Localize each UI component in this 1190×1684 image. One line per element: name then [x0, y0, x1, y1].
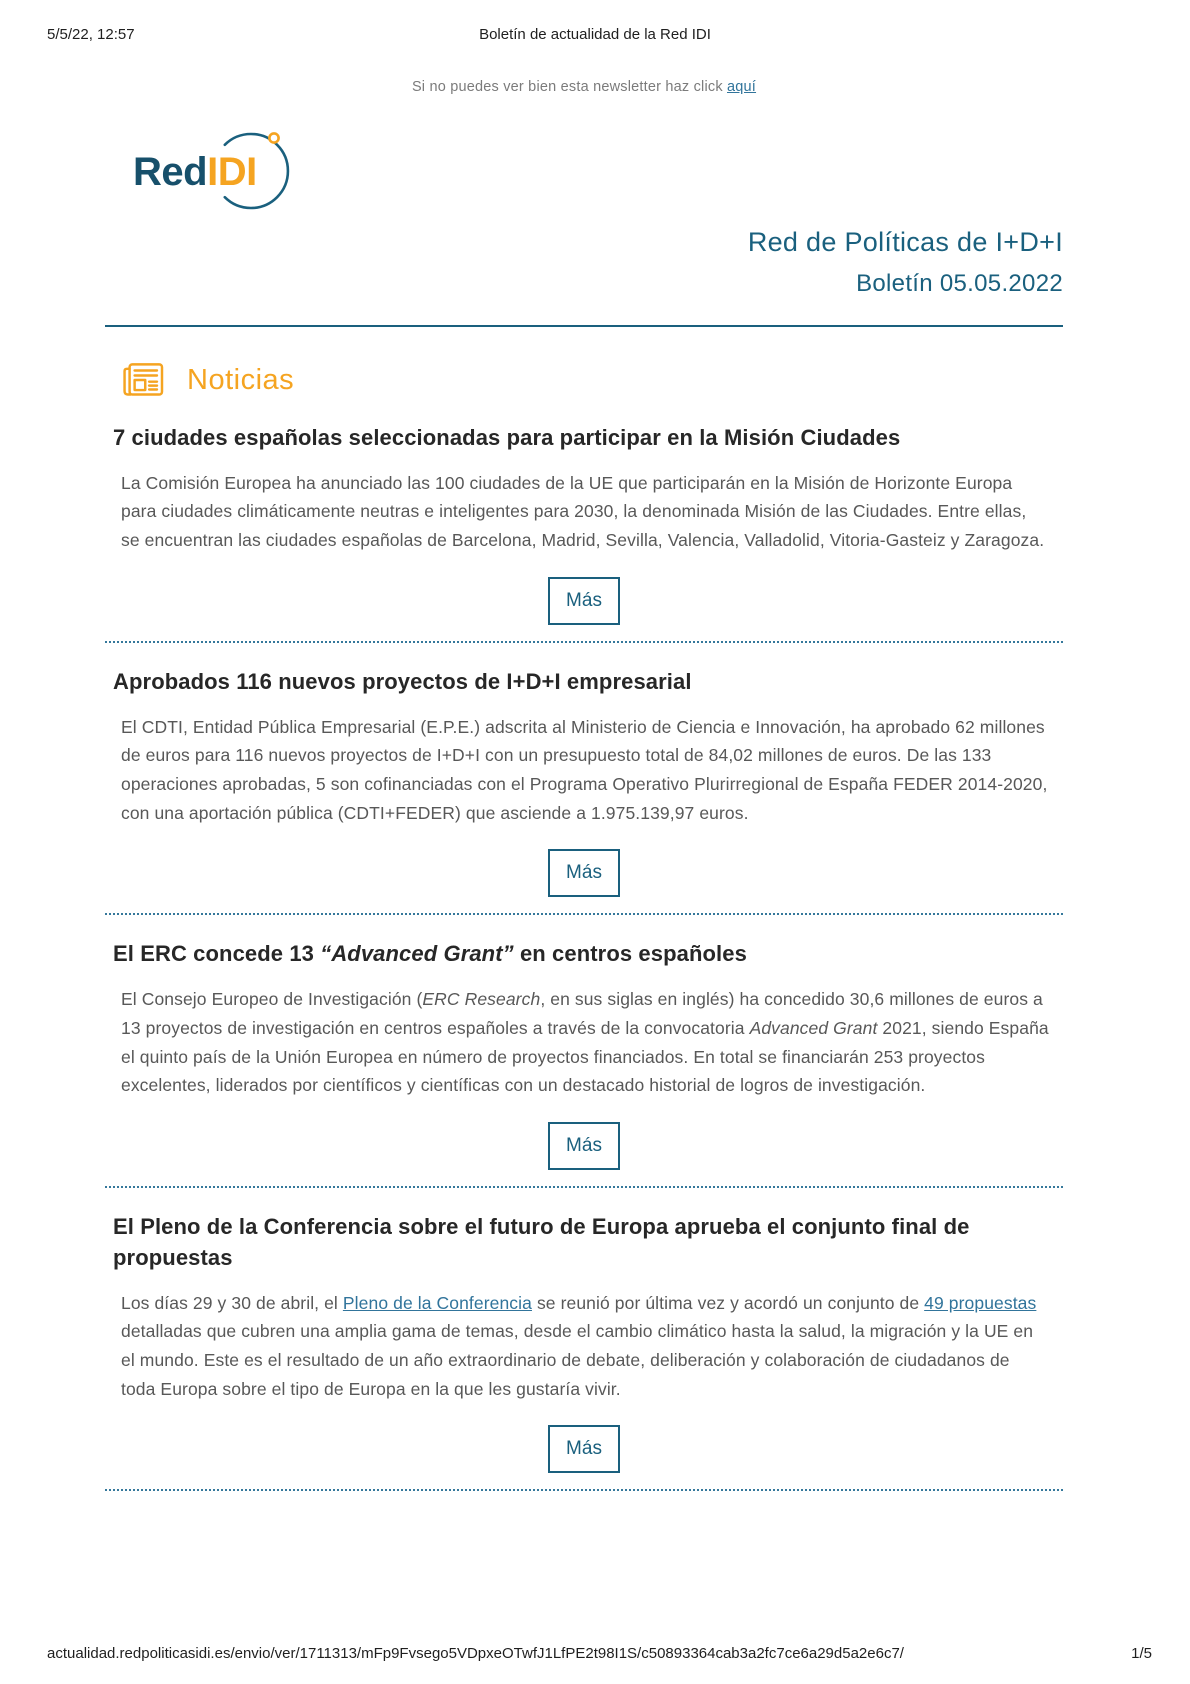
more-button[interactable]: Más [548, 849, 620, 897]
section-title: Noticias [187, 363, 295, 396]
brand-issue: Boletín 05.05.2022 [856, 270, 1063, 297]
inline-link[interactable]: 49 propuestas [924, 1292, 1037, 1313]
print-footer-url: actualidad.redpoliticasidi.es/envio/ver/1711313/mFp9Fvsego5VDpxeOTwfJ1LfPE2t98I1S/c50893364cab3a2fc7ce6a29d5a2e6c7/ [47, 1645, 904, 1662]
more-button[interactable]: Más [548, 1122, 620, 1170]
article-body [121, 985, 1049, 1100]
article-headline [113, 1212, 1053, 1274]
print-header [0, 0, 1190, 43]
text-run: 7 ciudades españolas seleccionadas para participar en la Misión Ciudades [113, 425, 901, 450]
logo-text-idi: IDI [207, 150, 257, 194]
print-header-spacer [711, 26, 1143, 43]
italic-text: Advanced Grant [749, 1017, 878, 1038]
text-run: El CDTI, Entidad Pública Empresarial (E.P.E.) adscrita al Ministerio de Ciencia e Innovación, ha aprobado 62 millones de euros para 116 nuevos proyectos de I+D+I con un presupuesto total de 84,02 millones de euros. De las 133 operaciones aprobadas, 5 son cofinanciadas con el Programa Operativo Plurirregional de España FEDER 2014-2020, con una aportación pública (CDTI+FEDER) que asciende a 1.975.139,97 euros. [121, 716, 1048, 823]
news-article [105, 1212, 1063, 1491]
article-headline [113, 939, 1053, 970]
print-datetime: 5/5/22, 12:57 [47, 26, 135, 43]
preheader-text: Si no puedes ver bien esta newsletter haz click [411, 79, 728, 95]
text-run: El Pleno de la Conferencia sobre el futuro de Europa aprueba el conjunto final de propuestas [113, 1213, 970, 1270]
brand-name: Red de Políticas de I+D+I [747, 227, 1063, 257]
dotted-divider [105, 1489, 1063, 1491]
text-run: Los días 29 y 30 de abril, el [121, 1292, 343, 1313]
header-rule [105, 325, 1063, 327]
more-button-row [105, 577, 1063, 625]
text-run: El Consejo Europeo de Investigación ( [121, 989, 423, 1010]
section-head [119, 361, 1063, 399]
print-title: Boletín de actualidad de la Red IDI [479, 26, 711, 43]
newsletter-body [105, 79, 1063, 1491]
more-button[interactable]: Más [548, 577, 620, 625]
print-footer [47, 1645, 1152, 1662]
news-article [105, 423, 1063, 643]
text-run: , en sus siglas en inglés) ha concedido 30,6 millones de euros a 13 proyectos de investigación en centros españoles a través de la convocatoria [121, 989, 1043, 1038]
newspaper-icon [119, 361, 167, 399]
dotted-divider [105, 913, 1063, 915]
article-body [121, 469, 1049, 555]
text-run: detalladas que cubren una amplia gama de temas, desde el cambio climático hasta la salud, la migración y la UE en el mundo. Este es el resultado de un año extraordinario de debate, deliberación y colaboración de ciudadanos de toda Europa sobre el tipo de Europa en la que les gustaría vivir. [121, 1321, 1034, 1399]
dotted-divider [105, 1186, 1063, 1188]
article-headline [113, 423, 1053, 454]
text-run: Aprobados 116 nuevos proyectos de I+D+I empresarial [113, 668, 692, 694]
text-run: El ERC concede 13 [113, 941, 321, 967]
redidi-logo [113, 119, 303, 223]
text-run: en centros españoles [513, 941, 747, 967]
preheader [105, 79, 1063, 95]
logo-dot [269, 133, 278, 142]
logo-wordmark [133, 150, 257, 194]
print-page-number: 1/5 [1131, 1645, 1152, 1662]
more-button-row [105, 1425, 1063, 1473]
article-headline [113, 667, 1053, 698]
text-run: La Comisión Europea ha anunciado las 100 ciudades de la UE que participarán en la Misión de Horizonte Europa para ciudades climáticamente neutras e inteligentes para 2030, la denominada Misión de las Ciudades. Entre ellas, se encuentran las ciudades españolas de Barcelona, Madrid, Sevilla, Valencia, Valladolid, Vitoria-Gasteiz y Zaragoza. [121, 472, 1045, 551]
news-article [105, 939, 1063, 1188]
article-body [121, 713, 1049, 828]
italic-text: ERC Research [422, 989, 541, 1010]
more-button[interactable]: Más [548, 1425, 620, 1473]
article-body [121, 1289, 1049, 1404]
logo-text-red: Red [133, 150, 208, 194]
italic-text: “Advanced Grant” [320, 941, 514, 967]
preheader-link[interactable]: aquí [727, 79, 757, 95]
more-button-row [105, 1122, 1063, 1170]
logo-wrap [113, 119, 1063, 223]
text-run: se reunió por última vez y acordó un conjunto de [531, 1292, 925, 1313]
text-run: 2021, siendo España el quinto país de la Unión Europea en número de proyectos financiados. En total se financiarán 253 proyectos excelentes, liderados por científicos y científicas con un destacado historial de logros de investigación. [121, 1017, 1049, 1096]
news-article [105, 667, 1063, 916]
articles-list [105, 423, 1063, 1491]
inline-link[interactable]: Pleno de la Conferencia [342, 1292, 532, 1313]
dotted-divider [105, 641, 1063, 643]
more-button-row [105, 849, 1063, 897]
